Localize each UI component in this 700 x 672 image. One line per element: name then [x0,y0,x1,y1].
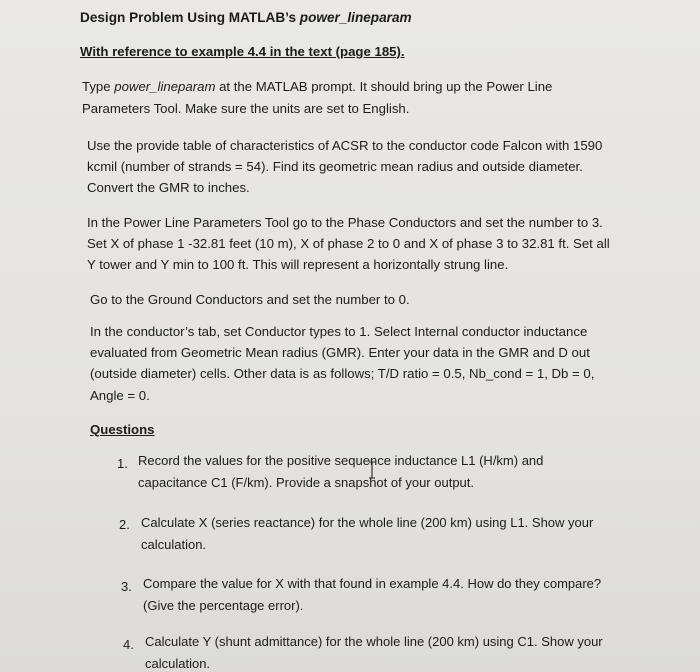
para2-line3: Convert the GMR to inches. [87,180,250,195]
question-2-number: 2. [119,517,130,532]
question-3-line2: (Give the percentage error). [143,598,304,613]
para5-line1: In the conductor’s tab, set Conductor types to 1. Select Internal conductor inductance [90,324,588,339]
para1-line1: Type power_lineparam at the MATLAB prompt. It should bring up the Power Line [82,79,553,94]
page-title: Design Problem Using MATLAB’s power_lineparam [80,10,412,25]
para3-line2: Set X of phase 1 -32.81 feet (10 m), X of phase 2 to 0 and X of phase 3 to 32.81 ft. Set all [87,236,610,251]
question-1-line2: capacitance C1 (F/km). Provide a snapshot of your output. [138,475,475,490]
question-2-line2: calculation. [141,537,207,552]
question-3-number: 3. [121,579,132,594]
question-3-line1: Compare the value for X with that found in example 4.4. How do they compare? [143,576,602,591]
para5-line2: evaluated from Geometric Mean radius (GMR). Enter your data in the GMR and D out [90,345,590,360]
question-1-line1: Record the values for the positive sequence inductance L1 (H/km) and [138,453,544,468]
para1-line2: Parameters Tool. Make sure the units are set to English. [82,101,410,116]
reference-line: With reference to example 4.4 in the text (page 185). [80,44,405,59]
para5-line4: Angle = 0. [90,388,150,403]
questions-heading: Questions [90,422,155,437]
question-1-number: 1. [117,456,128,471]
para2-line1: Use the provide table of characteristics of ACSR to the conductor code Falcon with 1590 [87,138,603,153]
para2-line2: kcmil (number of strands = 54). Find its geometric mean radius and outside diameter. [87,159,583,174]
text-cursor-icon [368,461,376,479]
question-4-line1: Calculate Y (shunt admittance) for the whole line (200 km) using C1. Show your [145,634,603,649]
para5-line3: (outside diameter) cells. Other data is as follows; T/D ratio = 0.5, Nb_cond = 1, Db = 0, [90,366,595,381]
para3-line3: Y tower and Y min to 100 ft. This will represent a horizontally strung line. [87,257,509,272]
para3-line1: In the Power Line Parameters Tool go to the Phase Conductors and set the number to 3. [87,215,603,230]
question-2-line1: Calculate X (series reactance) for the whole line (200 km) using L1. Show your [141,515,594,530]
question-4-number: 4. [123,637,134,652]
para4-line: Go to the Ground Conductors and set the number to 0. [90,292,410,307]
question-4-line2: calculation. [145,656,211,671]
